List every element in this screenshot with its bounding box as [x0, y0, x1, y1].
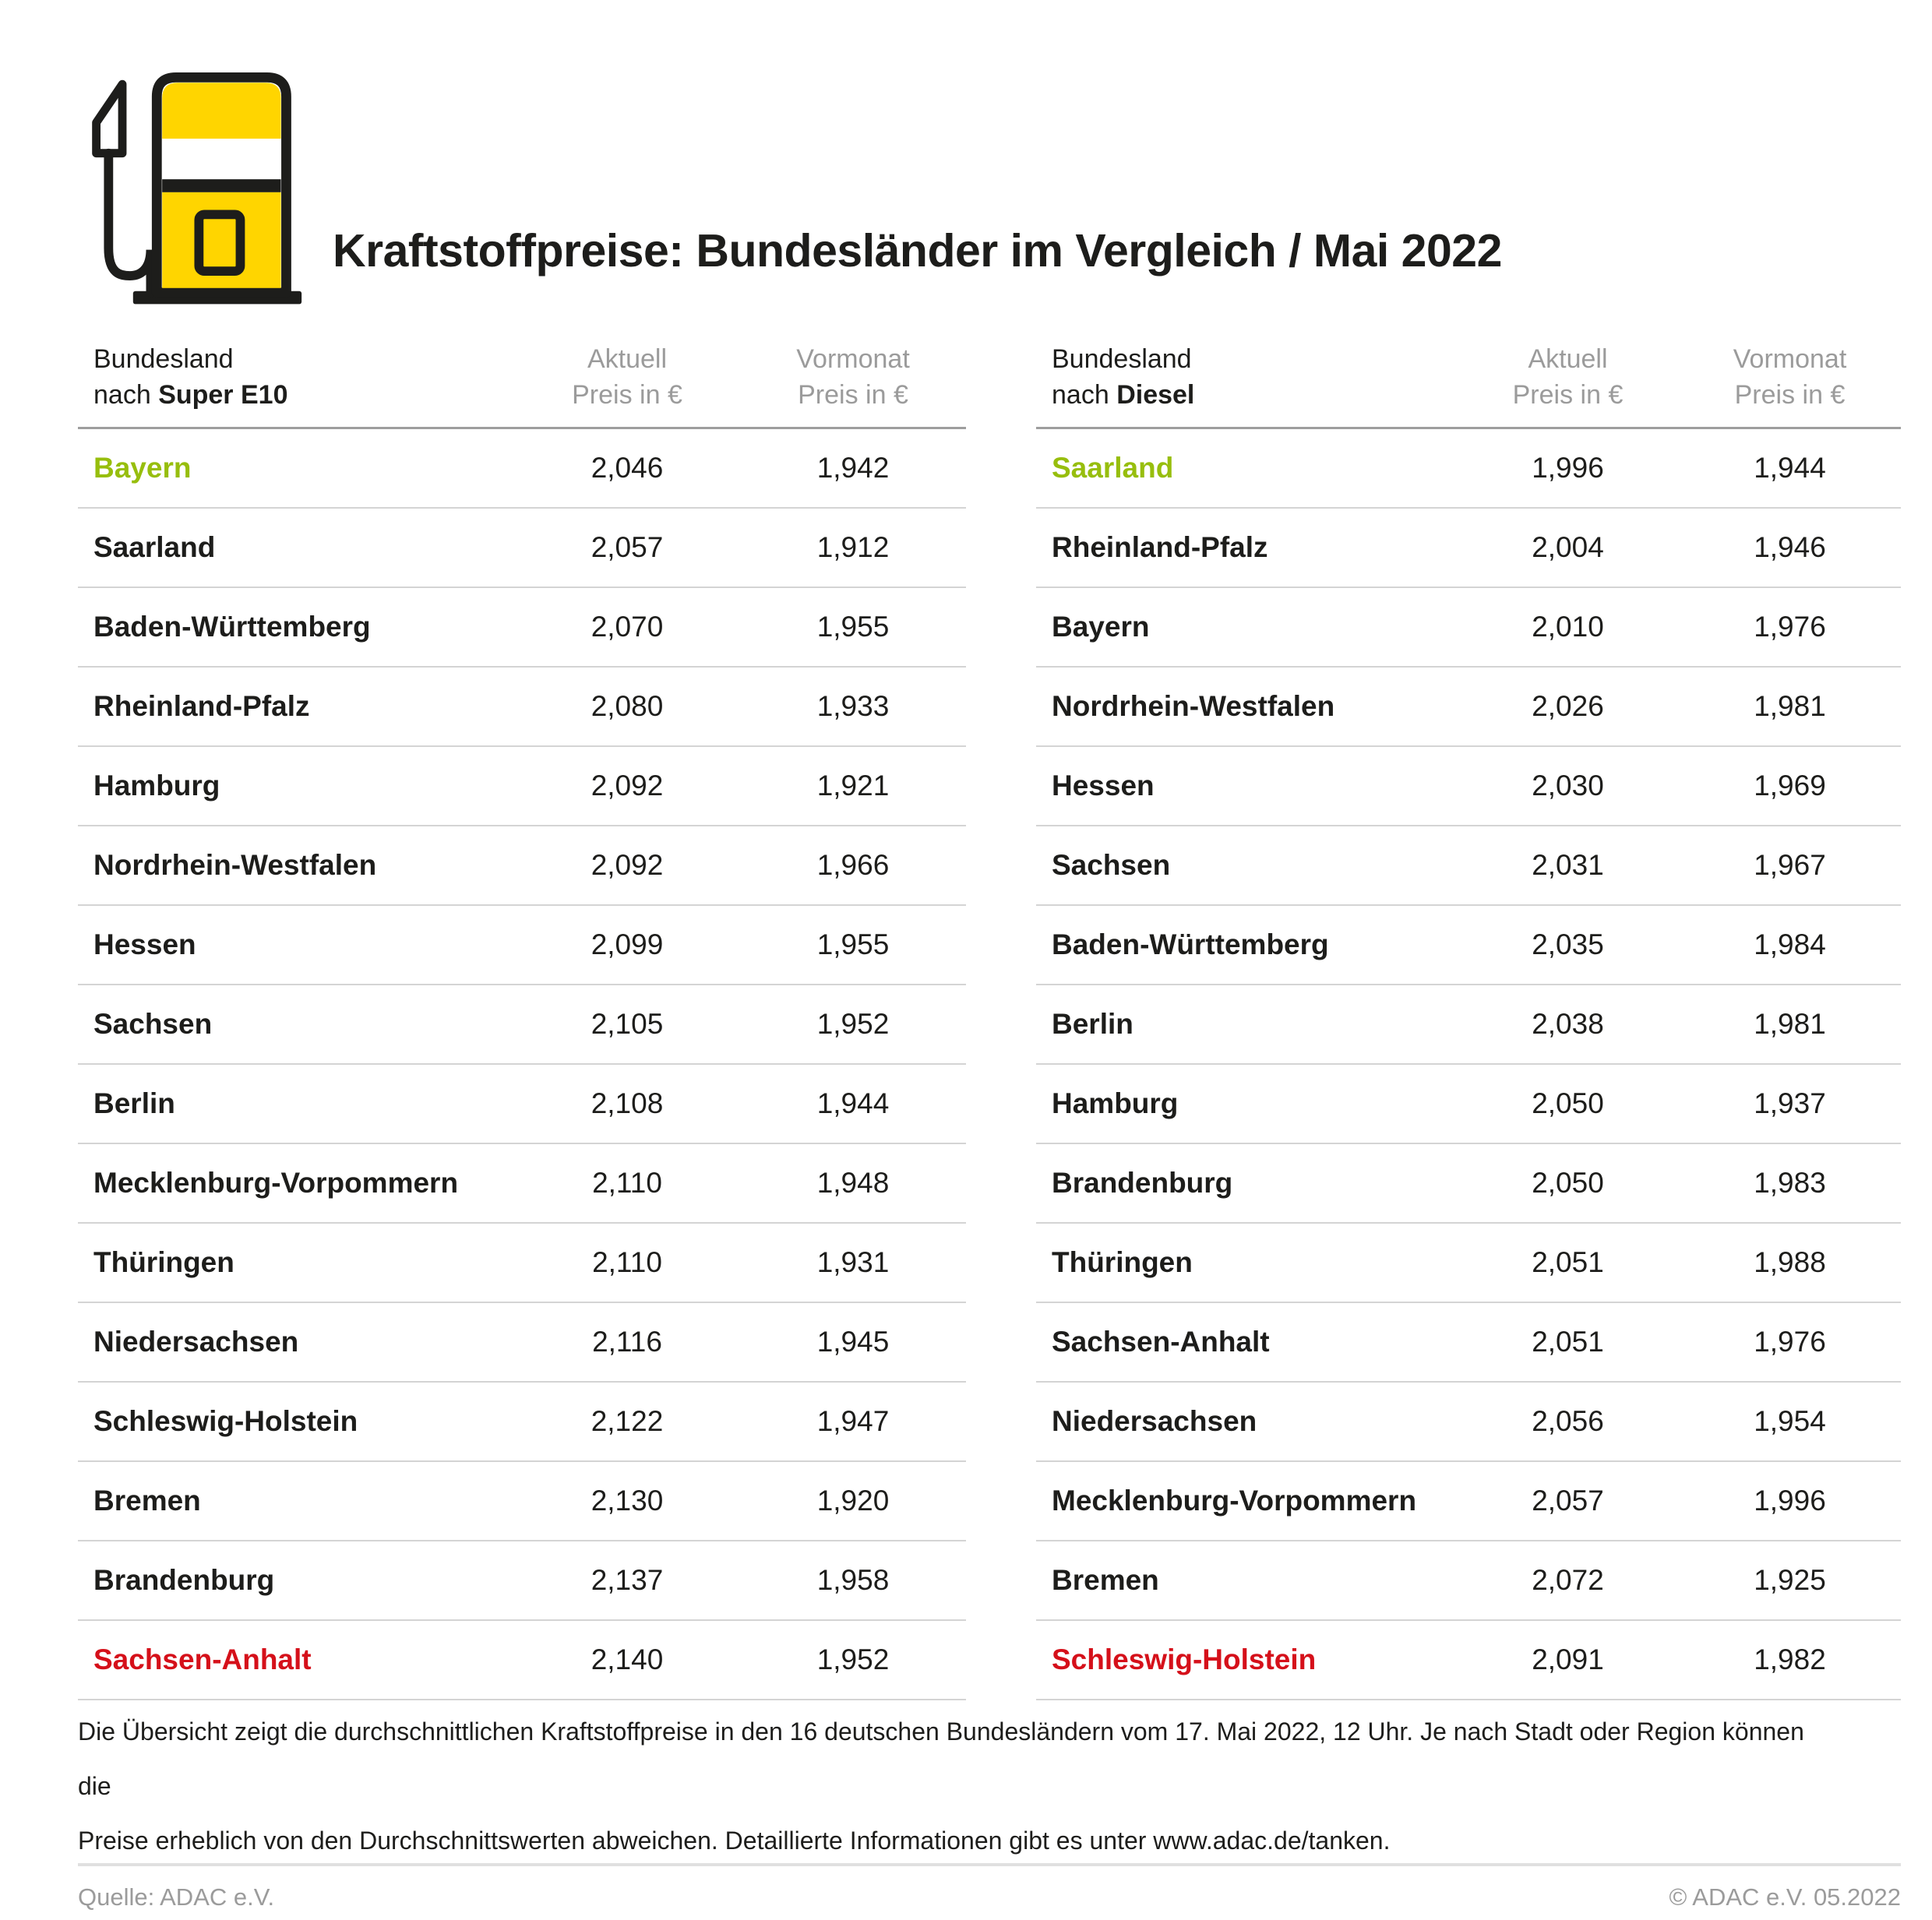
bundesland-cell: Thüringen	[1052, 1246, 1193, 1278]
bundesland-cell: Hamburg	[1052, 1087, 1179, 1119]
bundesland-cell: Hamburg	[93, 770, 220, 801]
bundesland-cell: Rheinland-Pfalz	[1052, 531, 1268, 563]
bundesland-cell: Sachsen-Anhalt	[1052, 1326, 1270, 1358]
aktuell-price-cell: 2,026	[1532, 690, 1604, 722]
bundesland-cell: Bremen	[1052, 1564, 1159, 1596]
bundesland-cell: Baden-Württemberg	[93, 611, 371, 643]
table-body-super-e10	[78, 429, 966, 1700]
vormonat-price-cell: 1,969	[1754, 770, 1826, 801]
bundesland-cell: Sachsen	[93, 1008, 213, 1040]
vormonat-price-cell: 1,948	[816, 1167, 890, 1199]
table-row	[78, 1621, 966, 1700]
vormonat-price-cell: 1,966	[816, 849, 890, 881]
bundesland-cell: Saarland	[93, 531, 216, 563]
aktuell-price-cell: 2,110	[592, 1246, 662, 1278]
table-row	[1036, 1383, 1901, 1462]
aktuell-price-cell: 2,035	[1532, 928, 1604, 960]
bundesland-cell: Berlin	[93, 1087, 175, 1119]
bundesland-cell: Brandenburg	[93, 1564, 275, 1596]
vormonat-price-cell: 1,996	[1754, 1485, 1826, 1517]
aktuell-price-cell: 2,050	[1532, 1087, 1604, 1119]
table-row	[78, 1144, 966, 1224]
table-row	[1036, 429, 1901, 509]
aktuell-price-cell: 2,010	[1532, 611, 1604, 643]
table-diesel	[1036, 341, 1901, 1700]
aktuell-price-cell: 2,140	[591, 1643, 664, 1675]
vormonat-price-cell: 1,958	[816, 1564, 890, 1596]
bundesland-cell: Rheinland-Pfalz	[93, 690, 310, 722]
page-footer	[78, 1883, 1901, 1911]
aktuell-price-cell: 2,057	[1532, 1485, 1604, 1517]
table-row	[1036, 1065, 1901, 1144]
tables-container	[78, 341, 1901, 1700]
bundesland-cell: Nordrhein-Westfalen	[93, 849, 377, 881]
fuel-type-label: Diesel	[1116, 380, 1195, 410]
vormonat-price-cell: 1,954	[1754, 1405, 1826, 1437]
vormonat-price-cell: 1,955	[816, 928, 890, 960]
vormonat-price-cell: 1,967	[1754, 849, 1826, 881]
table-row	[78, 1541, 966, 1621]
aktuell-price-cell: 2,050	[1532, 1167, 1604, 1199]
copyright-label: © ADAC e.V. 05.2022	[1669, 1883, 1901, 1911]
bundesland-cell: Berlin	[1052, 1008, 1133, 1040]
bundesland-cell: Niedersachsen	[93, 1326, 299, 1358]
aktuell-price-cell: 2,070	[591, 611, 664, 643]
table-row	[78, 826, 966, 906]
vormonat-price-cell: 1,937	[1754, 1087, 1826, 1119]
bundesland-cell: Saarland	[1052, 452, 1174, 484]
bundesland-cell: Schleswig-Holstein	[1052, 1643, 1317, 1675]
vormonat-price-cell: 1,976	[1754, 1326, 1826, 1358]
aktuell-price-cell: 2,031	[1532, 849, 1604, 881]
table-row	[78, 747, 966, 826]
column-header-vormonat: Vormonat Preis in €	[1733, 344, 1847, 410]
aktuell-price-cell: 2,056	[1532, 1405, 1604, 1437]
table-row	[78, 588, 966, 668]
table-row	[1036, 1144, 1901, 1224]
vormonat-price-cell: 1,984	[1754, 928, 1826, 960]
table-row	[78, 985, 966, 1065]
page-title: Kraftstoffpreise: Bundesländer im Vergleich / Mai 2022	[333, 225, 1502, 277]
bundesland-cell: Thüringen	[93, 1246, 234, 1278]
aktuell-price-cell: 2,046	[591, 452, 664, 484]
vormonat-price-cell: 1,925	[1754, 1564, 1826, 1596]
table-row	[1036, 985, 1901, 1065]
vormonat-price-cell: 1,912	[816, 531, 890, 563]
table-super-e10	[78, 341, 966, 1700]
vormonat-price-cell: 1,952	[816, 1643, 890, 1675]
vormonat-price-cell: 1,945	[816, 1326, 890, 1358]
aktuell-price-cell: 2,092	[591, 849, 664, 881]
table-body-diesel	[1036, 429, 1901, 1700]
column-header-aktuell: Aktuell Preis in €	[572, 344, 682, 410]
vormonat-price-cell: 1,983	[1754, 1167, 1826, 1199]
column-header-aktuell: Aktuell Preis in €	[1512, 344, 1624, 410]
aktuell-price-cell: 2,105	[591, 1008, 664, 1040]
vormonat-price-cell: 1,947	[816, 1405, 890, 1437]
footnote	[78, 1704, 1831, 1868]
aktuell-price-cell: 2,108	[591, 1087, 664, 1119]
column-header-bundesland: Bundesland nach Super E10	[93, 344, 288, 410]
column-header-bundesland: Bundesland nach Diesel	[1052, 344, 1195, 410]
table-row	[1036, 509, 1901, 588]
page-header	[78, 62, 1502, 310]
vormonat-price-cell: 1,952	[816, 1008, 890, 1040]
table-row	[1036, 906, 1901, 985]
aktuell-price-cell: 2,122	[591, 1405, 664, 1437]
fuel-type-label: Super E10	[158, 380, 288, 410]
vormonat-price-cell: 1,982	[1754, 1643, 1826, 1675]
vormonat-price-cell: 1,944	[816, 1087, 890, 1119]
table-row	[78, 1383, 966, 1462]
aktuell-price-cell: 2,038	[1532, 1008, 1604, 1040]
aktuell-price-cell: 2,080	[591, 690, 664, 722]
table-row	[78, 906, 966, 985]
table-row	[78, 1224, 966, 1303]
vormonat-price-cell: 1,981	[1754, 690, 1826, 722]
bundesland-cell: Sachsen-Anhalt	[93, 1643, 312, 1675]
table-row	[1036, 826, 1901, 906]
bundesland-cell: Hessen	[1052, 770, 1155, 801]
aktuell-price-cell: 2,099	[591, 928, 664, 960]
table-row	[1036, 1462, 1901, 1541]
bundesland-cell: Sachsen	[1052, 849, 1171, 881]
aktuell-price-cell: 2,137	[591, 1564, 664, 1596]
vormonat-price-cell: 1,931	[816, 1246, 890, 1278]
table-header-super-e10	[78, 341, 966, 429]
footnote-line: Die Übersicht zeigt die durchschnittlichen Kraftstoffpreise in den 16 deutschen Bundesländern vom 17. Mai 2022, 12 Uhr. Je nach Stadt oder Region können die	[78, 1717, 1804, 1800]
vormonat-price-cell: 1,933	[816, 690, 890, 722]
vormonat-price-cell: 1,988	[1754, 1246, 1826, 1278]
bundesland-cell: Hessen	[93, 928, 196, 960]
bundesland-cell: Nordrhein-Westfalen	[1052, 690, 1335, 722]
table-row	[78, 1065, 966, 1144]
table-row	[1036, 588, 1901, 668]
footer-divider	[78, 1863, 1901, 1866]
vormonat-price-cell: 1,955	[816, 611, 890, 643]
vormonat-price-cell: 1,976	[1754, 611, 1826, 643]
vormonat-price-cell: 1,981	[1754, 1008, 1826, 1040]
fuel-pump-icon	[78, 62, 308, 310]
table-row	[1036, 1224, 1901, 1303]
aktuell-price-cell: 2,072	[1532, 1564, 1604, 1596]
vormonat-price-cell: 1,921	[816, 770, 890, 801]
footnote-line: Preise erheblich von den Durchschnittswerten abweichen. Detaillierte Informationen gibt es unter www.adac.de/tanken.	[78, 1827, 1391, 1855]
table-row	[78, 1303, 966, 1383]
bundesland-cell: Schleswig-Holstein	[93, 1405, 358, 1437]
table-row	[78, 429, 966, 509]
table-row	[1036, 1541, 1901, 1621]
aktuell-price-cell: 2,051	[1532, 1246, 1604, 1278]
aktuell-price-cell: 2,030	[1532, 770, 1604, 801]
aktuell-price-cell: 2,004	[1532, 531, 1604, 563]
bundesland-cell: Bayern	[93, 452, 192, 484]
column-header-vormonat: Vormonat Preis in €	[796, 344, 910, 410]
table-row	[78, 668, 966, 747]
bundesland-cell: Brandenburg	[1052, 1167, 1233, 1199]
table-row	[1036, 1303, 1901, 1383]
aktuell-price-cell: 2,116	[592, 1326, 662, 1358]
bundesland-cell: Bayern	[1052, 611, 1150, 643]
vormonat-price-cell: 1,920	[816, 1485, 890, 1517]
table-row	[1036, 747, 1901, 826]
aktuell-price-cell: 2,110	[592, 1167, 662, 1199]
table-row	[78, 1462, 966, 1541]
table-row	[1036, 1621, 1901, 1700]
table-row	[1036, 668, 1901, 747]
table-row	[78, 509, 966, 588]
aktuell-price-cell: 2,130	[591, 1485, 664, 1517]
aktuell-price-cell: 2,091	[1532, 1643, 1604, 1675]
aktuell-price-cell: 2,051	[1532, 1326, 1604, 1358]
source-label: Quelle: ADAC e.V.	[78, 1883, 275, 1911]
bundesland-cell: Mecklenburg-Vorpommern	[93, 1167, 459, 1199]
aktuell-price-cell: 2,057	[591, 531, 664, 563]
bundesland-cell: Niedersachsen	[1052, 1405, 1257, 1437]
vormonat-price-cell: 1,944	[1754, 452, 1826, 484]
bundesland-cell: Bremen	[93, 1485, 201, 1517]
bundesland-cell: Baden-Württemberg	[1052, 928, 1329, 960]
bundesland-cell: Mecklenburg-Vorpommern	[1052, 1485, 1417, 1517]
aktuell-price-cell: 1,996	[1532, 452, 1604, 484]
vormonat-price-cell: 1,946	[1754, 531, 1826, 563]
aktuell-price-cell: 2,092	[591, 770, 664, 801]
table-header-diesel	[1036, 341, 1901, 429]
vormonat-price-cell: 1,942	[816, 452, 890, 484]
